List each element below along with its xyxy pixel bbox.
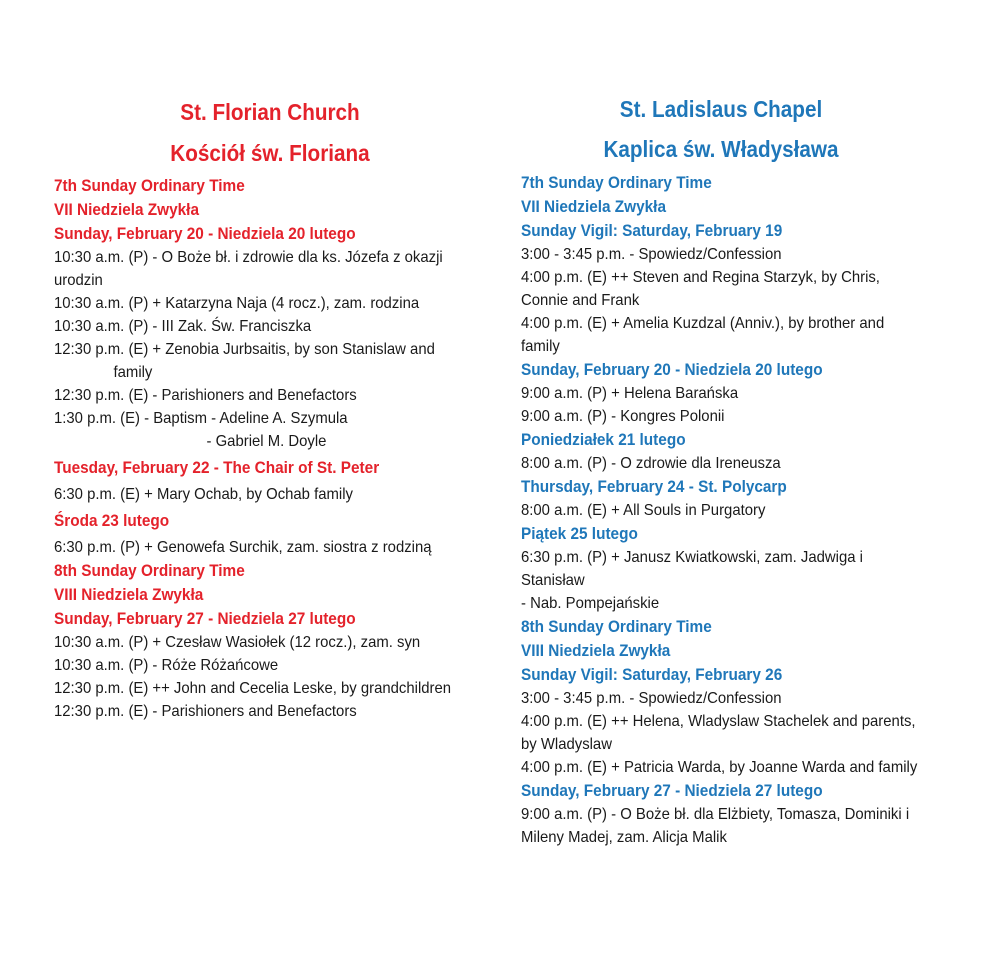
mass-intention-line: 3:00 - 3:45 p.m. - Spowiedz/Confession [521,246,782,263]
schedule-heading: Środa 23 lutego [54,512,170,530]
schedule-heading: Sunday, February 27 - Niedziela 27 lutego [521,782,823,800]
schedule-heading: Sunday, February 27 - Niedziela 27 lutego [54,610,356,628]
mass-intention-line: 4:00 p.m. (E) + Amelia Kuzdzal (Anniv.), by brother and family [521,315,885,355]
mass-intention-line: 8:00 a.m. (P) - O zdrowie dla Ireneusza [521,455,781,472]
church-title-polish: Kościół św. Floriana [170,140,370,166]
mass-intention-line: - Gabriel M. Doyle [206,433,327,450]
mass-intention-line: 9:00 a.m. (P) - Kongres Polonii [521,408,725,425]
mass-intention-line: 4:00 p.m. (E) ++ Steven and Regina Starzyk, by Chris, Connie and Frank [521,269,880,309]
mass-intention-line: 10:30 a.m. (P) - O Boże bł. i zdrowie dla ks. Józefa z okazji urodzin [54,249,443,289]
schedule-heading: 8th Sunday Ordinary Time [54,562,245,580]
mass-intention-line: 9:00 a.m. (P) - O Boże bł. dla Elżbiety, Tomasza, Dominiki i Mileny Madej, zam. Alicja Malik [521,806,910,846]
mass-intention-line: 10:30 a.m. (P) + Katarzyna Naja (4 rocz.), zam. rodzina [54,295,420,312]
church-title-english: St. Florian Church [180,99,360,125]
schedule-heading: Poniedziałek 21 lutego [521,431,686,449]
mass-intention-line: 12:30 p.m. (E) + Zenobia Jurbsaitis, by son Stanislaw and [54,341,435,358]
schedule-heading: VIII Niedziela Zwykła [54,586,204,604]
schedule-heading: 7th Sunday Ordinary Time [521,174,712,192]
mass-intention-line: 3:00 - 3:45 p.m. - Spowiedz/Confession [521,690,782,707]
schedule-heading: VII Niedziela Zwykła [521,198,666,216]
mass-intention-line: 4:00 p.m. (E) ++ Helena, Wladyslaw Stachelek and parents, by Wladyslaw [521,713,916,753]
mass-intention-line: 4:00 p.m. (E) + Patricia Warda, by Joanne Warda and family [521,759,918,776]
chapel-title-polish: Kaplica św. Władysława [603,136,839,162]
schedule-heading: Tuesday, February 22 - The Chair of St. Peter [54,459,380,477]
mass-intention-line: 10:30 a.m. (P) - Róże Różańcowe [54,657,279,674]
mass-schedule-list [521,171,921,849]
mass-schedule-list [54,174,486,723]
mass-intention-line: 8:00 a.m. (E) + All Souls in Purgatory [521,502,766,519]
mass-intention-line: 6:30 p.m. (P) + Genowefa Surchik, zam. siostra z rodziną [54,539,432,556]
mass-intention-line: 12:30 p.m. (E) - Parishioners and Benefactors [54,703,357,720]
mass-intention-line: 1:30 p.m. (E) - Baptism - Adeline A. Szymula [54,410,348,427]
schedule-heading: Sunday, February 20 - Niedziela 20 lutego [54,225,356,243]
mass-intention-line: 12:30 p.m. (E) ++ John and Cecelia Leske, by grandchildren [54,680,452,697]
schedule-heading: Sunday, February 20 - Niedziela 20 lutego [521,361,823,379]
chapel-title-english: St. Ladislaus Chapel [619,96,823,122]
schedule-heading: 8th Sunday Ordinary Time [521,618,712,636]
mass-intention-line: 10:30 a.m. (P) + Czesław Wasiołek (12 rocz.), zam. syn [54,634,421,651]
schedule-heading: Piątek 25 lutego [521,525,638,543]
mass-intention-line: 10:30 a.m. (P) - III Zak. Św. Franciszka [54,318,312,335]
mass-intention-line: 6:30 p.m. (E) + Mary Ochab, by Ochab family [54,486,353,503]
schedule-heading: VIII Niedziela Zwykła [521,642,671,660]
schedule-heading: Sunday Vigil: Saturday, February 19 [521,222,783,240]
mass-intention-line: family [113,364,153,381]
schedule-heading: Sunday Vigil: Saturday, February 26 [521,666,783,684]
schedule-heading: VII Niedziela Zwykła [54,201,199,219]
schedule-heading: Thursday, February 24 - St. Polycarp [521,478,787,496]
schedule-heading: 7th Sunday Ordinary Time [54,177,245,195]
mass-intention-line: 9:00 a.m. (P) + Helena Barańska [521,385,739,402]
mass-intention-line: 12:30 p.m. (E) - Parishioners and Benefactors [54,387,357,404]
mass-intention-line: - Nab. Pompejańskie [521,595,660,612]
mass-intention-line: 6:30 p.m. (P) + Janusz Kwiatkowski, zam. Jadwiga i Stanisław [521,549,863,589]
